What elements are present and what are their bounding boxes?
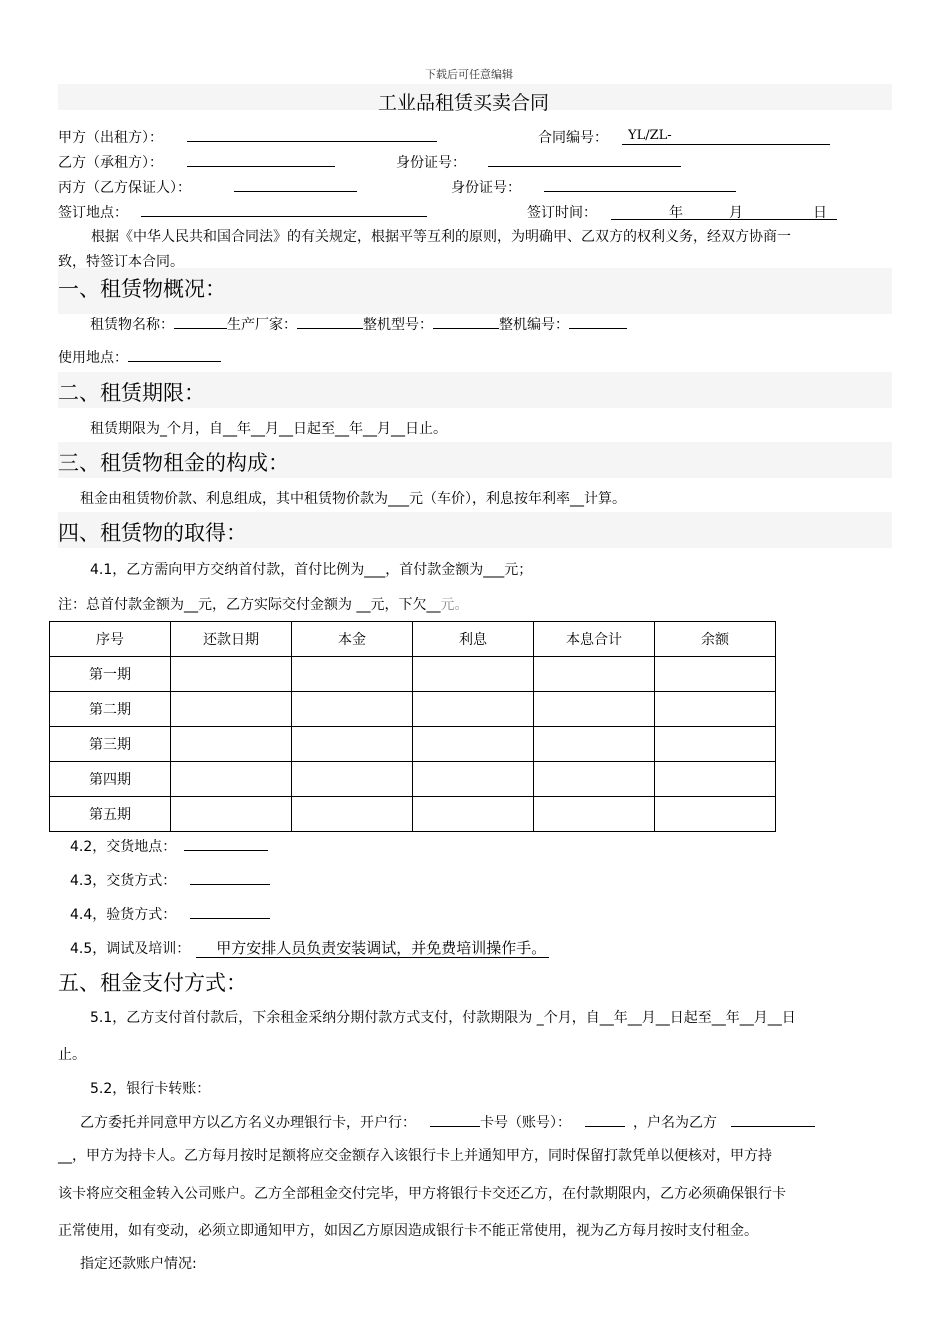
header-cell: 本息合计 <box>534 622 655 657</box>
party-c-label: 丙方（乙方保证人）： <box>58 180 191 196</box>
party-b-id-label: 身份证号： <box>396 155 466 171</box>
clause-4-1: 4.1，乙方需向甲方交纳首付款，首付比例为___，首付款金额为___元； <box>90 562 533 578</box>
delivery-method-label: 4.3，交货方式： <box>70 873 177 889</box>
contract-no-field[interactable] <box>622 127 830 145</box>
party-b-id-blank[interactable] <box>488 152 681 167</box>
year-label: 年 <box>669 205 683 221</box>
lease-term-text: 租赁期限为_个月，自__年__月__日起至__年__月__日止。 <box>90 421 447 437</box>
down-payment-note <box>58 594 468 614</box>
delivery-place-label: 4.2，交货地点： <box>70 839 177 855</box>
section-2-heading: 二、租赁期限： <box>58 381 205 405</box>
account-name-blank[interactable] <box>731 1112 815 1127</box>
clause-5-2: 5.2，银行卡转账： <box>90 1081 211 1097</box>
period-cell: 第五期 <box>50 797 171 832</box>
designated-account-label: 指定还款账户情况: <box>80 1256 197 1272</box>
bank-name-blank[interactable] <box>430 1112 480 1127</box>
date-cell[interactable] <box>171 762 292 797</box>
intro-line1: 根据《中华人民共和国合同法》的有关规定，根据平等互利的原则，为明确甲、乙双方的权利义务，经双方协商一 <box>91 229 791 245</box>
table-row <box>50 692 776 727</box>
contract-title: 工业品租赁买卖合同 <box>378 92 550 114</box>
party-c-blank[interactable] <box>234 177 357 192</box>
header-cell: 序号 <box>50 622 171 657</box>
bank-line2: __，甲方为持卡人。乙方每月按时足额将应交金额存入该银行卡上并通知甲方，同时保留打款凭单以便核对，甲方持 <box>58 1148 772 1164</box>
note-unit: 元。 <box>440 597 469 613</box>
party-b-blank[interactable] <box>187 152 335 167</box>
period-cell: 第一期 <box>50 657 171 692</box>
total-cell[interactable] <box>534 692 655 727</box>
model-label: 整机型号： <box>363 317 433 333</box>
section-1-heading: 一、租赁物概况： <box>58 277 226 301</box>
serial-label: 整机编号： <box>499 317 569 333</box>
principal-cell[interactable] <box>292 797 413 832</box>
table-header-row <box>50 622 776 657</box>
date-cell[interactable] <box>171 727 292 762</box>
party-c-id-label: 身份证号： <box>451 180 521 196</box>
interest-cell[interactable] <box>413 727 534 762</box>
party-b-label: 乙方（承租方）： <box>58 155 163 171</box>
model-blank[interactable] <box>433 314 499 329</box>
training-label: 4.5，调试及培训： <box>70 941 191 957</box>
balance-cell[interactable] <box>655 657 776 692</box>
watermark: 下载后可任意编辑 <box>425 68 513 81</box>
sign-time-label: 签订时间： <box>527 205 597 221</box>
use-place-row <box>58 347 221 367</box>
party-a-blank[interactable] <box>187 127 437 142</box>
sign-place-label: 签订地点： <box>58 205 128 221</box>
principal-cell[interactable] <box>292 727 413 762</box>
maker-blank[interactable] <box>297 314 363 329</box>
period-cell: 第三期 <box>50 727 171 762</box>
party-c-id-blank[interactable] <box>544 177 736 192</box>
section-3-heading: 三、租赁物租金的构成： <box>58 451 289 475</box>
item-name-blank[interactable] <box>174 314 227 329</box>
intro-line2: 致，特签订本合同。 <box>58 254 184 270</box>
clause-4-2 <box>70 836 268 856</box>
clause-5-1-line2: 止。 <box>58 1047 86 1063</box>
total-cell[interactable] <box>534 657 655 692</box>
date-cell[interactable] <box>171 692 292 727</box>
note-text: 注：总首付款金额为__元，乙方实际交付金额为 __元，下欠__ <box>58 597 441 613</box>
training-value[interactable]: 甲方安排人员负责安装调试，并免费培训操作手。 <box>196 939 549 958</box>
use-place-label: 使用地点： <box>58 350 128 366</box>
month-label: 月 <box>729 205 743 221</box>
clause-4-3 <box>70 870 270 890</box>
date-cell[interactable] <box>171 657 292 692</box>
balance-cell[interactable] <box>655 727 776 762</box>
section-4-heading: 四、租赁物的取得： <box>58 521 247 545</box>
balance-cell[interactable] <box>655 692 776 727</box>
sign-place-blank[interactable] <box>141 202 427 217</box>
clause-4-4 <box>70 904 270 924</box>
party-a-label: 甲方（出租方）： <box>58 130 163 146</box>
sign-date-field[interactable] <box>611 202 837 220</box>
account-name-label: ，户名为乙方 <box>633 1115 717 1131</box>
inspection-method-blank[interactable] <box>190 904 270 919</box>
use-place-blank[interactable] <box>128 347 221 362</box>
total-cell[interactable] <box>534 797 655 832</box>
bank-line1 <box>80 1112 815 1132</box>
contract-no-value: YL/ZL- <box>628 128 672 143</box>
principal-cell[interactable] <box>292 657 413 692</box>
card-no-blank[interactable] <box>585 1112 625 1127</box>
delivery-place-blank[interactable] <box>184 836 268 851</box>
principal-cell[interactable] <box>292 692 413 727</box>
header-cell: 还款日期 <box>171 622 292 657</box>
principal-cell[interactable] <box>292 762 413 797</box>
table-row <box>50 762 776 797</box>
balance-cell[interactable] <box>655 797 776 832</box>
table-row <box>50 657 776 692</box>
maker-label: 生产厂家： <box>227 317 297 333</box>
total-cell[interactable] <box>534 762 655 797</box>
total-cell[interactable] <box>534 727 655 762</box>
inspection-method-label: 4.4，验货方式： <box>70 907 177 923</box>
date-cell[interactable] <box>171 797 292 832</box>
day-label: 日 <box>813 205 827 221</box>
header-cell: 余额 <box>655 622 776 657</box>
serial-blank[interactable] <box>569 314 627 329</box>
clause-4-5 <box>70 937 549 958</box>
interest-cell[interactable] <box>413 762 534 797</box>
bank-line3: 该卡将应交租金转入公司账户。乙方全部租金交付完毕，甲方将银行卡交还乙方，在付款期限内，乙方必须确保银行卡 <box>58 1186 786 1202</box>
repayment-schedule-table <box>49 621 776 832</box>
rent-composition-text: 租金由租赁物价款、利息组成，其中租赁物价款为___元（车价），利息按年利率__计算。 <box>80 491 626 507</box>
header-cell: 利息 <box>413 622 534 657</box>
balance-cell[interactable] <box>655 762 776 797</box>
table-row <box>50 797 776 832</box>
interest-cell[interactable] <box>413 657 534 692</box>
interest-cell[interactable] <box>413 797 534 832</box>
interest-cell[interactable] <box>413 692 534 727</box>
table-row <box>50 727 776 762</box>
section-5-heading: 五、租金支付方式： <box>58 971 247 995</box>
period-cell: 第四期 <box>50 762 171 797</box>
header-cell: 本金 <box>292 622 413 657</box>
bank-line4: 正常使用，如有变动，必须立即通知甲方，如因乙方原因造成银行卡不能正常使用，视为乙方每月按时支付租金。 <box>58 1223 758 1239</box>
delivery-method-blank[interactable] <box>190 870 270 885</box>
bank-open-label: 乙方委托并同意甲方以乙方名义办理银行卡，开户行： <box>80 1115 416 1131</box>
period-cell: 第二期 <box>50 692 171 727</box>
card-no-label: 卡号（账号）： <box>480 1115 571 1131</box>
rental-item-row <box>90 314 627 334</box>
item-name-label: 租赁物名称： <box>90 317 174 333</box>
contract-no-label: 合同编号： <box>538 130 608 146</box>
clause-5-1-line1: 5.1，乙方支付首付款后，下余租金采纳分期付款方式支付，付款期限为 _个月，自__年__月__日起至__年__月__日 <box>90 1010 796 1026</box>
